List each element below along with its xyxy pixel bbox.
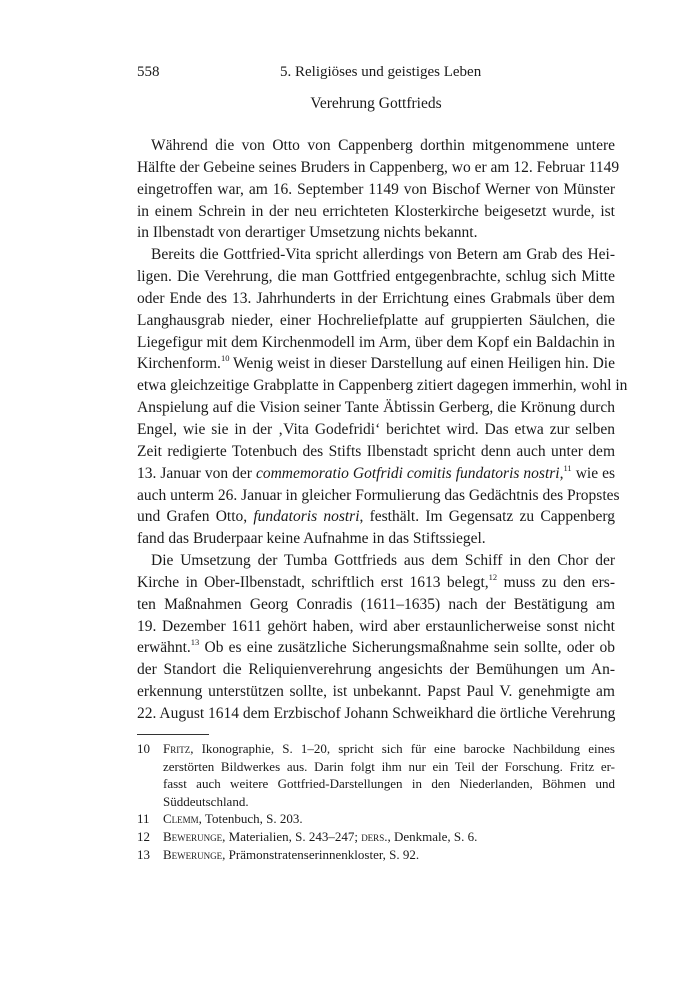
body-line: Die Umsetzung der Tumba Gottfrieds aus dem Schiff in den Chor der xyxy=(151,552,615,570)
footnote-author: Bewerunge xyxy=(163,828,223,844)
text-span: Ob es eine zusätzliche Sicherungsmaßnahme sein sollte, oder ob xyxy=(199,639,615,657)
body-line: Zeit redigierte Totenbuch des Stifts Ilbenstadt spricht denn auch unter dem xyxy=(137,442,615,460)
footnote xyxy=(137,828,615,846)
footnote-author: Bewerunge xyxy=(163,846,223,862)
body-line xyxy=(137,572,615,594)
body-line: 19. Dezember 1611 gehört haben, wird aber erstaunlicherweise sonst nicht xyxy=(137,617,615,635)
body-line: Engel, wie sie in der ‚Vita Godefridi‘ berichtet wird. Das etwa zur selben xyxy=(137,420,615,438)
footnote-number: 13 xyxy=(137,846,150,862)
body-line: etwa gleichzeitige Grabplatte in Cappenberg zitiert dagegen immerhin, wohl in xyxy=(137,377,628,395)
latin-quote: commemoratio Gotfridi comitis fundatoris nostri, xyxy=(255,464,564,482)
body-line: eingetroffen war, am 16. September 1149 von Bischof Werner von Münster xyxy=(137,180,615,198)
footnote xyxy=(137,740,615,810)
footnote-author: ders. xyxy=(361,828,388,844)
footnote xyxy=(137,810,615,828)
text-span: wie es xyxy=(571,464,616,482)
footnote-author: Clemm xyxy=(163,811,199,827)
body-line: in Ilbenstadt von derartiger Umsetzung nichts bekannt. xyxy=(137,224,478,242)
body-line: in einem Schrein in der neu errichteten Klosterkirche beigesetzt wurde, ist xyxy=(137,202,615,220)
text-span: erwähnt. xyxy=(137,639,191,657)
footnote-line xyxy=(163,810,615,828)
body-line xyxy=(137,506,615,528)
footnote-ref: 11 xyxy=(563,462,572,473)
text-span: Wenig weist in dieser Darstellung auf einen Heiligen hin. Die xyxy=(229,355,615,373)
footnote-ref: 10 xyxy=(220,353,230,364)
footnote-text: , Materialien, S. 243–247; xyxy=(222,828,362,844)
section-title: Verehrung Gottfrieds xyxy=(310,95,442,112)
body-line: 22. August 1614 dem Erzbischof Johann Schweikhard die örtliche Verehrung xyxy=(137,704,616,722)
footnote-ref: 13 xyxy=(190,637,200,648)
footnote-line: Süddeutschland. xyxy=(163,793,249,809)
footnote-number: 11 xyxy=(137,811,150,827)
footnote-text: , Prämonstratenserinnenkloster, S. 92. xyxy=(222,846,420,862)
footnote-line: fasst auch weitere Gottfried-Darstellungen in den Niederlanden, Böhmen und xyxy=(163,776,615,792)
footnote-text: , Totenbuch, S. 203. xyxy=(198,811,303,827)
footnote-text: , Denkmale, S. 6. xyxy=(387,828,478,844)
page-number: 558 xyxy=(137,64,160,80)
body-line: Hälfte der Gebeine seines Bruders in Cappenberg, wo er am 12. Februar 1149 xyxy=(137,158,620,176)
text-span: und Grafen Otto, xyxy=(137,508,254,526)
footnote-author: Fritz xyxy=(163,741,191,756)
footnote-line xyxy=(163,740,615,758)
body-line: Langhausgrab nieder, einer Hochreliefplatte auf gruppierten Säulchen, die xyxy=(137,311,615,329)
footnote-line: zerstörten Bildwerkes aus. Darin folgt ihm nur ein Teil der Forschung. Fritz er- xyxy=(163,758,615,774)
footnote-line xyxy=(163,828,615,846)
body-text xyxy=(137,135,628,725)
text-span: Kirchenform. xyxy=(137,355,221,373)
body-line: Während die von Otto von Cappenberg dorthin mitgenommene untere xyxy=(151,137,615,154)
body-line: Liegefigur mit dem Kirchenmodell im Arm, über dem Kopf ein Baldachin in xyxy=(137,333,615,351)
running-title: 5. Religiöses und geistiges Leben xyxy=(280,64,482,80)
text-span: Kirche in Ober-Ilbenstadt, schriftlich erst 1613 belegt, xyxy=(137,573,489,591)
body-line xyxy=(137,463,615,485)
latin-quote: fundatoris nostri xyxy=(253,508,360,526)
footnotes xyxy=(137,740,615,863)
footnote-ref: 12 xyxy=(488,571,498,582)
footnote-number: 10 xyxy=(137,741,150,756)
footnote-text: , Ikonographie, S. 1–20, spricht sich für eine barocke Nachbildung eines xyxy=(190,741,615,756)
footnote xyxy=(137,846,615,864)
body-line: erkennung unterstützen sollte, ist unbekannt. Papst Paul V. genehmigte am xyxy=(137,683,615,701)
body-line: Anspielung auf die Vision seiner Tante Äbtissin Gerberg, die Krönung durch xyxy=(137,399,615,417)
text-span: 13. Januar von der xyxy=(137,464,256,482)
text-span: muss zu den ers- xyxy=(497,573,615,591)
body-line: ten Maßnahmen Georg Conradis (1611–1635) nach der Bestätigung am xyxy=(137,595,615,613)
footnote-number: 12 xyxy=(137,828,150,844)
body-line: oder Ende des 13. Jahrhunderts in der Errichtung eines Grabmals über dem xyxy=(137,289,615,307)
body-line: ligen. Die Verehrung, die man Gottfried entgegenbrachte, schlug sich Mitte xyxy=(137,268,615,286)
body-line: der Standort die Reliquienverehrung angesichts der Bemühungen um An- xyxy=(137,661,615,679)
body-line: fand das Bruderpaar keine Aufnahme in das Stiftssiegel. xyxy=(137,530,486,548)
body-line xyxy=(137,637,615,659)
body-line: Bereits die Gottfried-Vita spricht allerdings von Betern am Grab des Hei- xyxy=(151,246,615,264)
body-line xyxy=(137,353,615,375)
footnote-rule xyxy=(137,734,209,735)
body-line: auch unterm 26. Januar in gleicher Formulierung das Gedächtnis des Propstes xyxy=(137,486,620,504)
footnote-line xyxy=(163,846,615,864)
text-span: , festhält. Im Gegensatz zu Cappenberg xyxy=(359,508,615,526)
